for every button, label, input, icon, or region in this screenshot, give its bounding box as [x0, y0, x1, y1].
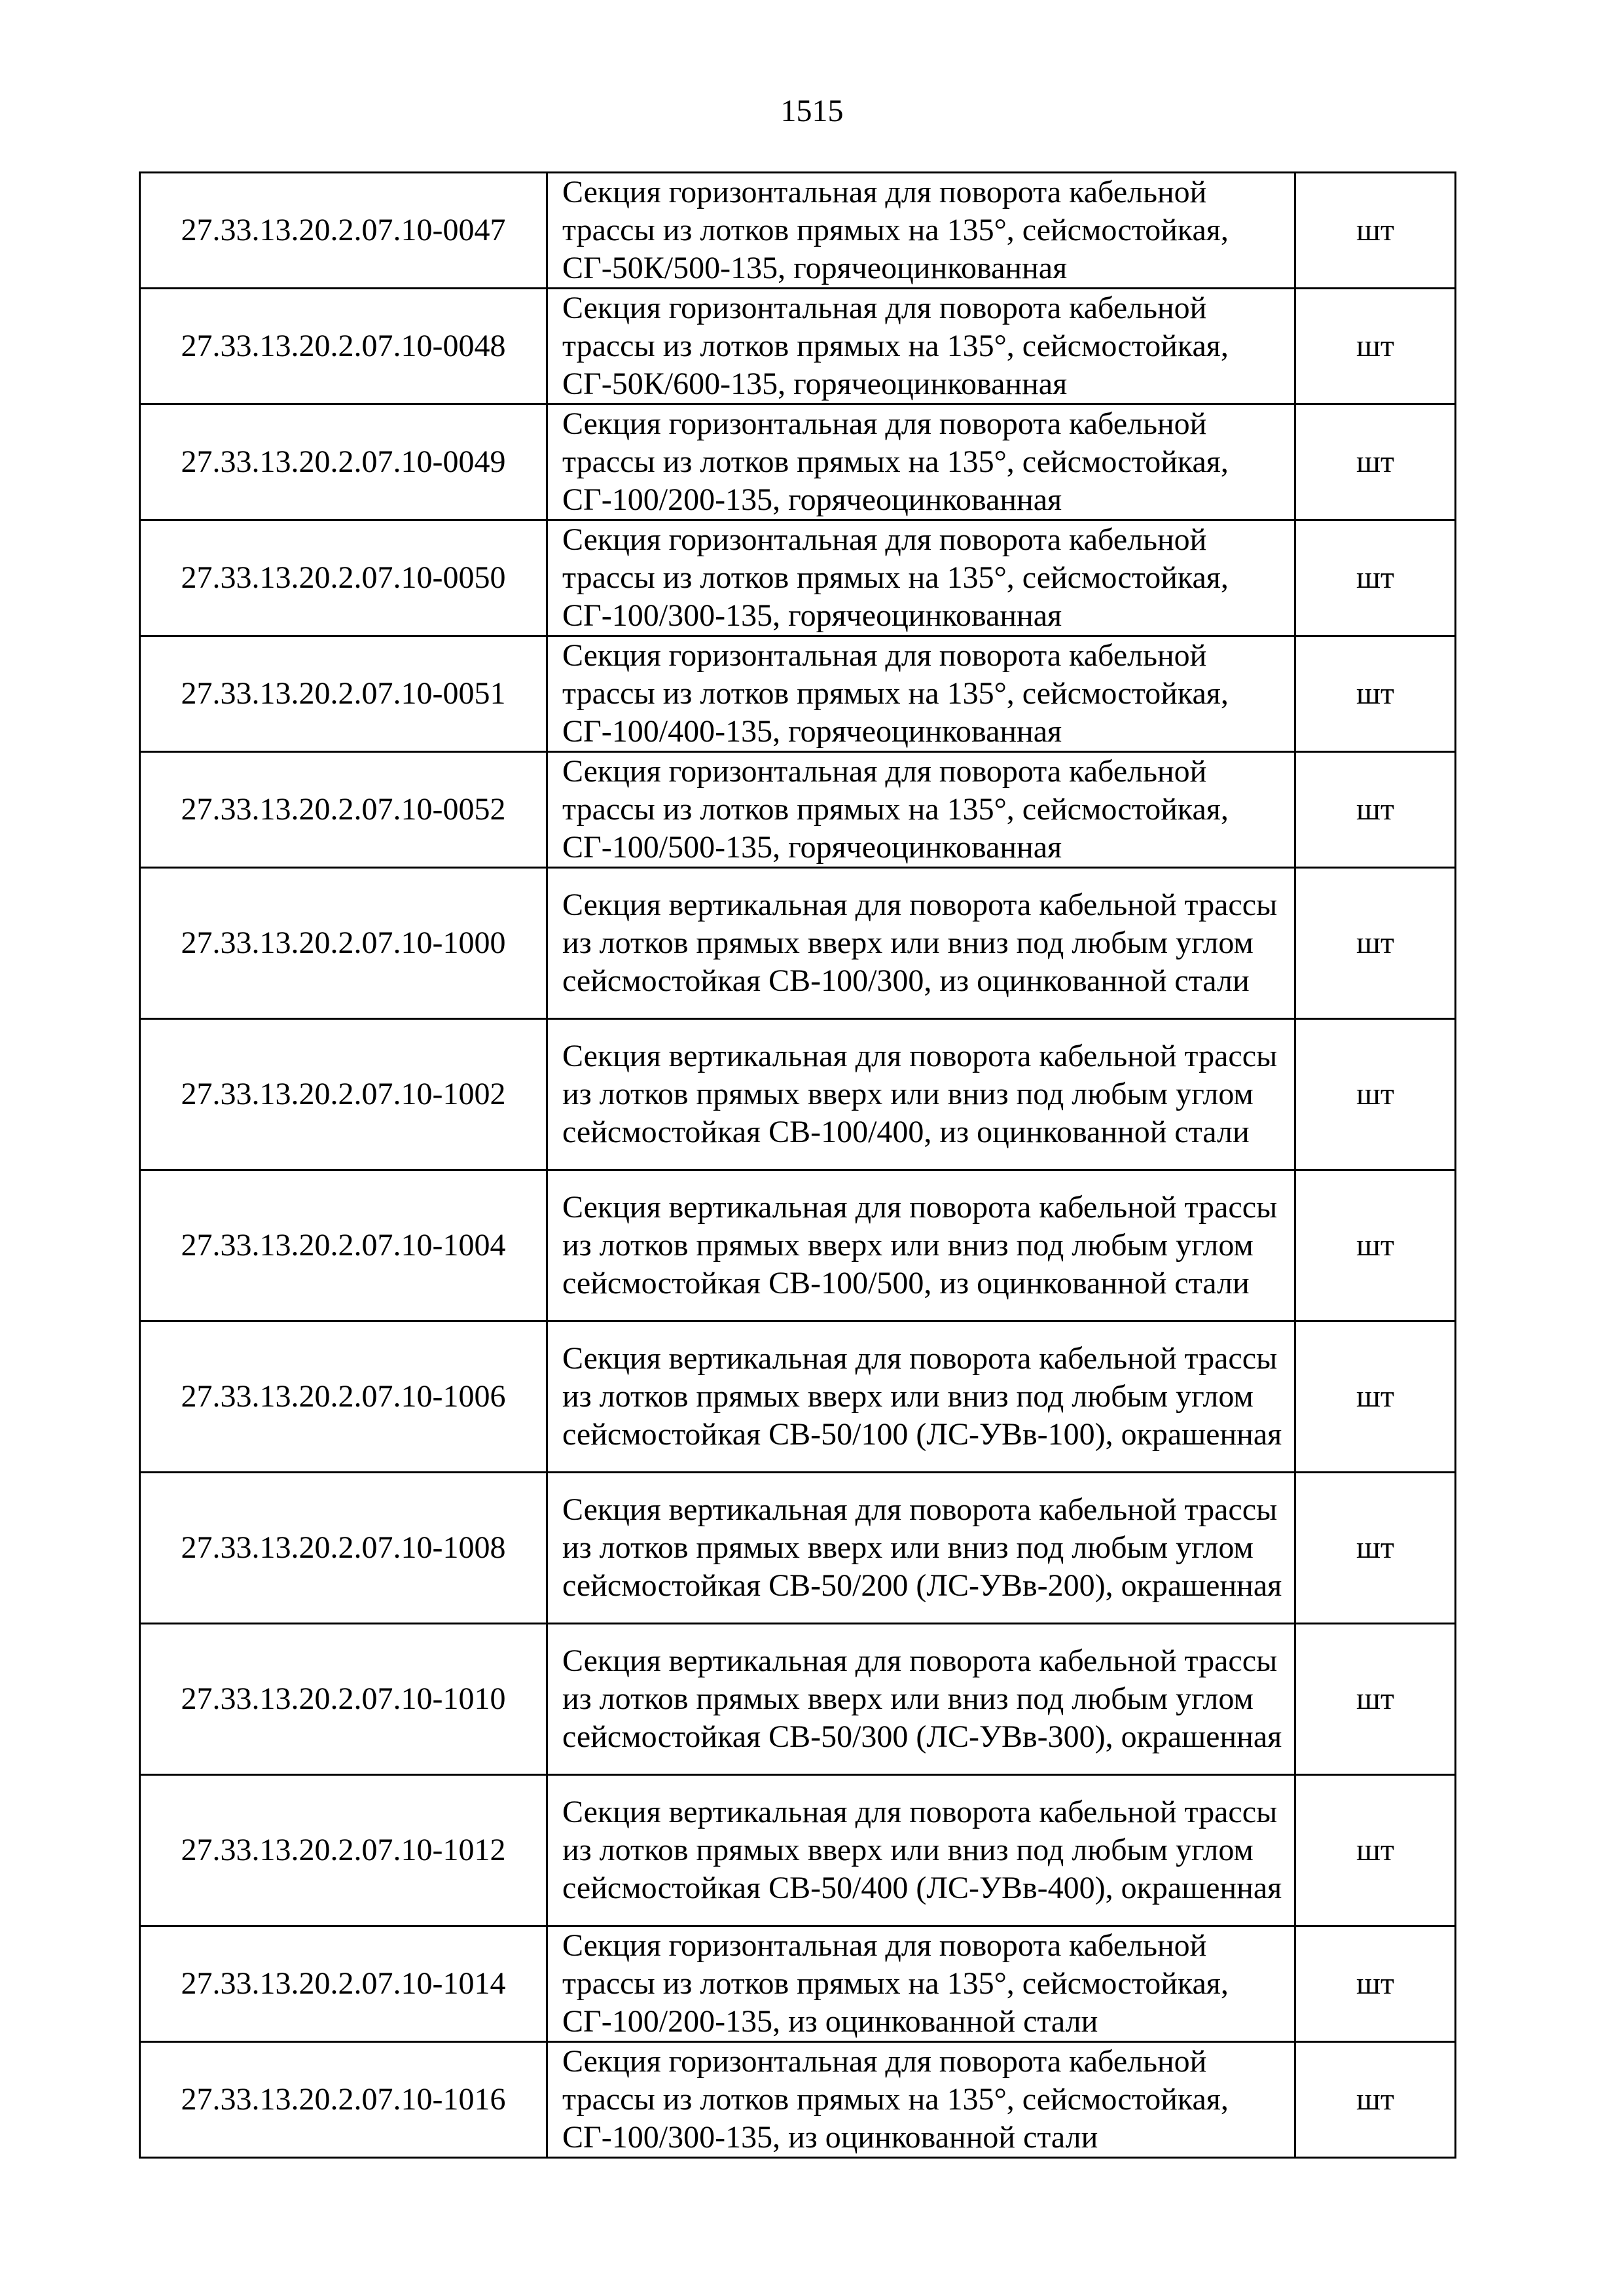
item-description: Секция вертикальная для поворота кабельной трассы из лотков прямых вверх или вниз под любым углом сейсмостойкая СВ-100/300, из оцинкованной стали: [547, 868, 1295, 1019]
table-row: [140, 1473, 1456, 1624]
item-description: Секция горизонтальная для поворота кабельной трассы из лотков прямых на 135°, сейсмостойкая, СГ-100/300-135, горячеоцинкованная: [547, 520, 1295, 636]
item-code: 27.33.13.20.2.07.10-1014: [140, 1926, 547, 2042]
item-code: 27.33.13.20.2.07.10-1002: [140, 1019, 547, 1170]
specification-table: [139, 171, 1456, 2159]
item-unit: шт: [1295, 1624, 1456, 1775]
item-description: Секция горизонтальная для поворота кабельной трассы из лотков прямых на 135°, сейсмостойкая, СГ-50К/600-135, горячеоцинкованная: [547, 289, 1295, 404]
item-unit: шт: [1295, 1170, 1456, 1321]
item-description: Секция вертикальная для поворота кабельной трассы из лотков прямых вверх или вниз под любым углом сейсмостойкая СВ-100/400, из оцинкованной стали: [547, 1019, 1295, 1170]
item-unit: шт: [1295, 289, 1456, 404]
item-code: 27.33.13.20.2.07.10-1010: [140, 1624, 547, 1775]
item-code: 27.33.13.20.2.07.10-1004: [140, 1170, 547, 1321]
table-row: [140, 1321, 1456, 1473]
item-description: Секция горизонтальная для поворота кабельной трассы из лотков прямых на 135°, сейсмостойкая, СГ-100/400-135, горячеоцинкованная: [547, 636, 1295, 752]
table-row: [140, 1019, 1456, 1170]
item-unit: шт: [1295, 868, 1456, 1019]
page-number: 1515: [780, 94, 844, 128]
item-unit: шт: [1295, 1019, 1456, 1170]
item-code: 27.33.13.20.2.07.10-0050: [140, 520, 547, 636]
item-code: 27.33.13.20.2.07.10-1006: [140, 1321, 547, 1473]
item-unit: шт: [1295, 2042, 1456, 2158]
table-row: [140, 520, 1456, 636]
item-code: 27.33.13.20.2.07.10-1012: [140, 1775, 547, 1926]
item-code: 27.33.13.20.2.07.10-0051: [140, 636, 547, 752]
table-row: [140, 1624, 1456, 1775]
item-description: Секция горизонтальная для поворота кабельной трассы из лотков прямых на 135°, сейсмостойкая, СГ-100/300-135, из оцинкованной стали: [547, 2042, 1295, 2158]
item-unit: шт: [1295, 173, 1456, 289]
table-row: [140, 289, 1456, 404]
item-description: Секция горизонтальная для поворота кабельной трассы из лотков прямых на 135°, сейсмостойкая, СГ-100/200-135, горячеоцинкованная: [547, 404, 1295, 520]
table-row: [140, 404, 1456, 520]
item-code: 27.33.13.20.2.07.10-0049: [140, 404, 547, 520]
item-code: 27.33.13.20.2.07.10-0047: [140, 173, 547, 289]
item-code: 27.33.13.20.2.07.10-1016: [140, 2042, 547, 2158]
item-code: 27.33.13.20.2.07.10-1000: [140, 868, 547, 1019]
item-unit: шт: [1295, 1926, 1456, 2042]
item-unit: шт: [1295, 752, 1456, 868]
item-code: 27.33.13.20.2.07.10-1008: [140, 1473, 547, 1624]
item-description: Секция вертикальная для поворота кабельной трассы из лотков прямых вверх или вниз под любым углом сейсмостойкая СВ-100/500, из оцинкованной стали: [547, 1170, 1295, 1321]
table-row: [140, 752, 1456, 868]
table-row: [140, 636, 1456, 752]
item-description: Секция горизонтальная для поворота кабельной трассы из лотков прямых на 135°, сейсмостойкая, СГ-100/200-135, из оцинкованной стали: [547, 1926, 1295, 2042]
item-description: Секция вертикальная для поворота кабельной трассы из лотков прямых вверх или вниз под любым углом сейсмостойкая СВ-50/300 (ЛС-УВв-300), окрашенная: [547, 1624, 1295, 1775]
item-unit: шт: [1295, 1473, 1456, 1624]
item-description: Секция вертикальная для поворота кабельной трассы из лотков прямых вверх или вниз под любым углом сейсмостойкая СВ-50/100 (ЛС-УВв-100), окрашенная: [547, 1321, 1295, 1473]
item-unit: шт: [1295, 636, 1456, 752]
item-unit: шт: [1295, 1321, 1456, 1473]
table-row: [140, 1926, 1456, 2042]
item-code: 27.33.13.20.2.07.10-0048: [140, 289, 547, 404]
table-row: [140, 173, 1456, 289]
table-row: [140, 2042, 1456, 2158]
item-description: Секция горизонтальная для поворота кабельной трассы из лотков прямых на 135°, сейсмостойкая, СГ-100/500-135, горячеоцинкованная: [547, 752, 1295, 868]
item-unit: шт: [1295, 1775, 1456, 1926]
item-description: Секция вертикальная для поворота кабельной трассы из лотков прямых вверх или вниз под любым углом сейсмостойкая СВ-50/400 (ЛС-УВв-400), окрашенная: [547, 1775, 1295, 1926]
item-code: 27.33.13.20.2.07.10-0052: [140, 752, 547, 868]
table-row: [140, 1775, 1456, 1926]
table-row: [140, 1170, 1456, 1321]
item-description: Секция горизонтальная для поворота кабельной трассы из лотков прямых на 135°, сейсмостойкая, СГ-50К/500-135, горячеоцинкованная: [547, 173, 1295, 289]
item-unit: шт: [1295, 520, 1456, 636]
item-description: Секция вертикальная для поворота кабельной трассы из лотков прямых вверх или вниз под любым углом сейсмостойкая СВ-50/200 (ЛС-УВв-200), окрашенная: [547, 1473, 1295, 1624]
table-row: [140, 868, 1456, 1019]
item-unit: шт: [1295, 404, 1456, 520]
